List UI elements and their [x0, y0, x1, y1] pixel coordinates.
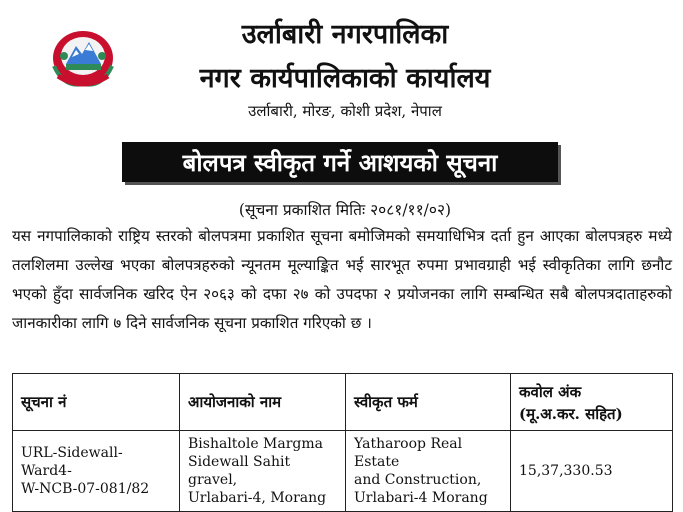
notice-body: यस नगपालिकाको राष्ट्रिय स्तरको बोलपत्रमा प्रकाशित सूचना बमोजिमको समयाधिभित्र दर्ता हुन आएका बोलपत्रहरु मध्ये तलशिलमा उल्लेख भएका बोलपत्रहरुको न्यूनतम मूल्याङ्कित भई सारभूत रुपमा प्रभावग्राही भई स्वीकृतिका लागि छनौट भएको हुँदा सार्वजनिक खरिद ऐन २०६३ को दफा २७ को उपदफा २ प्रयोजनका लागि सम्बन्धित सबै बोलपत्रदाताहरुको जानकारीका लागि ७ दिने सार्वजनिक सूचना प्रकाशित गरिएको छ । — [12, 227, 672, 332]
header-notice-no: सूचना नं — [13, 374, 180, 431]
bid-table — [12, 373, 673, 512]
header-approved-firm: स्वीकृत फर्म — [346, 374, 511, 431]
cell-text: W-NCB-07-081/82 — [21, 481, 150, 497]
cell-text: and Construction, — [354, 472, 482, 488]
notice-title-banner: बोलपत्र स्वीकृत गर्ने आशयको सूचना — [122, 142, 558, 182]
cell-text: Yatharoop Real Estate — [354, 436, 463, 470]
cell-project-name — [180, 431, 346, 512]
cell-text: Sidewall Sahit gravel, — [188, 454, 291, 488]
office-address: उर्लाबारी, मोरङ, कोशी प्रदेश, नेपाल — [248, 102, 442, 120]
municipality-name: उर्लाबारी नगरपालिका — [241, 19, 449, 50]
header-bid-amount-label: कवोल अंक — [519, 383, 582, 401]
office-name: नगर कार्यपालिकाको कार्यालय — [199, 63, 491, 94]
table-header-row — [13, 374, 673, 431]
cell-text: URL-Sidewall-Ward4- — [21, 445, 123, 479]
cell-approved-firm — [346, 431, 511, 512]
cell-text: Bishaltole Margma — [188, 436, 324, 452]
header-bid-amount-sub: (मू.अ.कर. सहित) — [519, 405, 623, 423]
cell-text: Urlabari-4 Morang — [354, 490, 488, 506]
header-project-name: आयोजनाको नाम — [180, 374, 346, 431]
cell-text: Urlabari-4, Morang — [188, 490, 327, 506]
cell-notice-no — [13, 431, 180, 512]
header-bid-amount — [511, 374, 673, 431]
cell-bid-amount: 15,37,330.53 — [511, 431, 673, 512]
nepal-emblem-icon — [44, 26, 122, 90]
publish-date: (सूचना प्रकाशित मितिः २०८१/११/०२) — [238, 201, 452, 219]
table-row — [13, 431, 673, 512]
